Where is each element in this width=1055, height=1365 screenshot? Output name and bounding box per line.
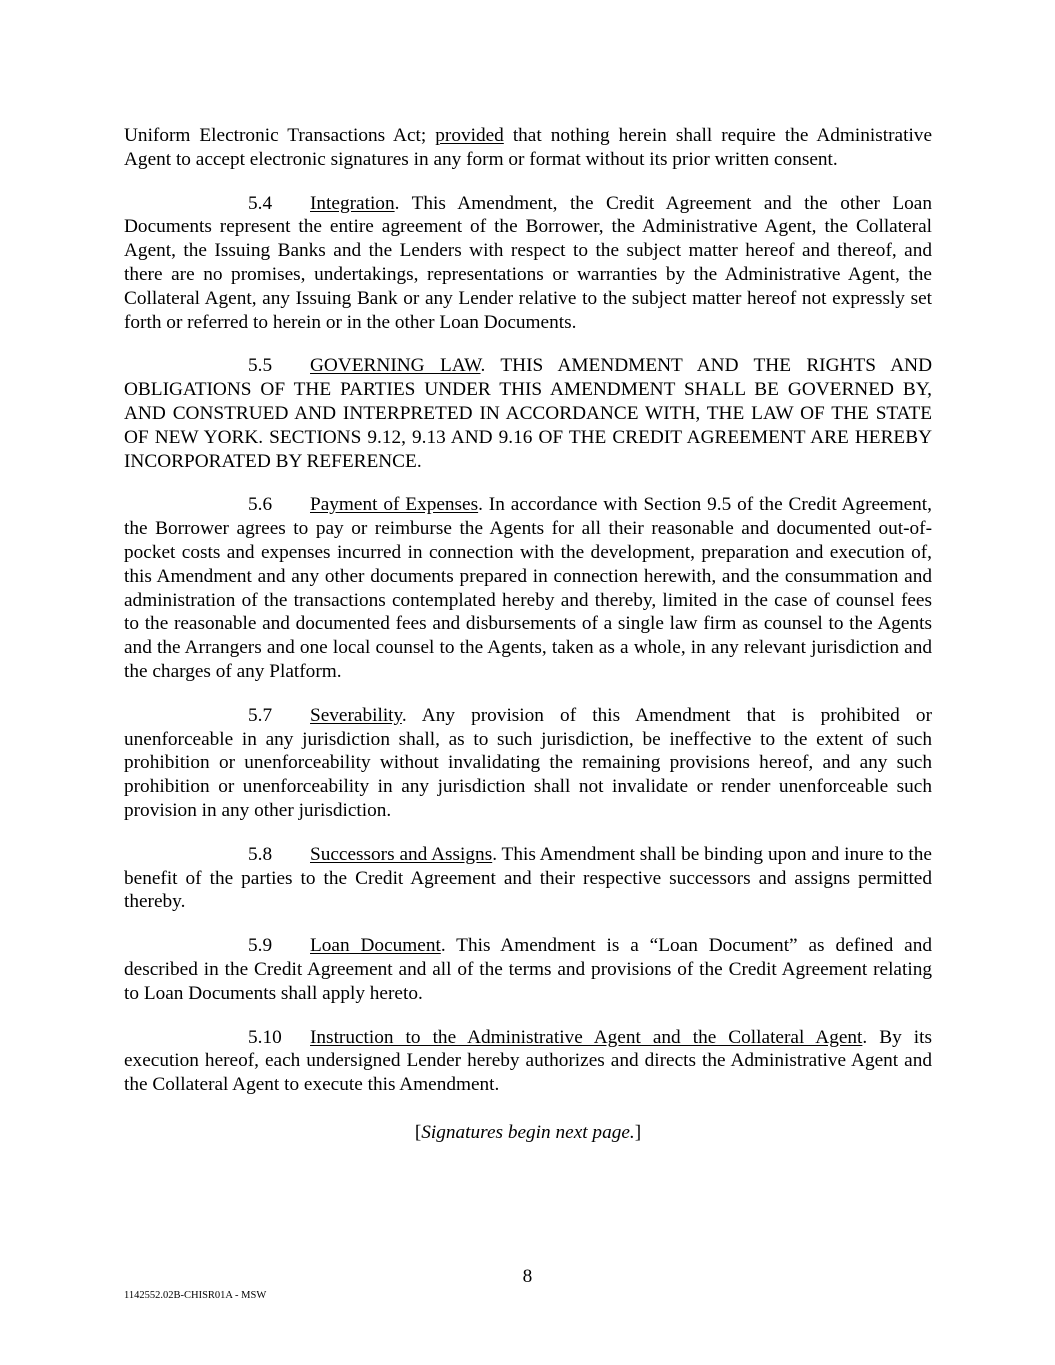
section-number: 5.4 <box>248 192 273 214</box>
section-body: . In accordance with Section 9.5 of the Credit Agreement, the Borrower agrees to pay or reimburse the Agents for all their reasonable and documented out-of-pocket costs and expenses incurred in connection with the development, preparation and execution of, this Amendment and any other documents prepared in connection herewith, and the consummation and administration of the transactions contemplated hereby and thereby, limited in the case of counsel fees to the reasonable and documented fees and disbursements of a single law firm as counsel to the Agents and the Arrangers and one local counsel to the Agents, taken as a whole, in any relevant jurisdiction and the charges of any Platform. <box>124 494 932 682</box>
section-body: . THIS AMENDMENT AND THE RIGHTS AND OBLIGATIONS OF THE PARTIES UNDER THIS AMENDMENT SHALL BE GOVERNED BY, AND CONSTRUED AND INTERPRETED IN ACCORDANCE WITH, THE LAW OF THE STATE OF NEW YORK. SECTIONS 9.12, 9.13 AND 9.16 OF THE CREDIT AGREEMENT ARE HEREBY INCORPORATED BY REFERENCE. <box>124 355 933 472</box>
section-number: 5.8 <box>248 843 273 865</box>
section-5-10 <box>124 1026 932 1097</box>
section-5-9 <box>124 934 932 1005</box>
section-5-4 <box>124 192 932 335</box>
section-body: . This Amendment is a “Loan Document” as defined and described in the Credit Agreement and all of the terms and provisions of the Credit Agreement relating to Loan Documents shall apply hereto. <box>124 935 932 1004</box>
section-5-7 <box>124 704 932 823</box>
continued-underlined-term: provided <box>435 125 504 146</box>
section-heading: Severability <box>310 704 402 726</box>
section-5-8 <box>124 843 932 914</box>
document-page <box>124 124 932 1145</box>
section-number: 5.9 <box>248 935 273 957</box>
section-heading: GOVERNING LAW <box>310 355 481 377</box>
section-body: . This Amendment, the Credit Agreement and the other Loan Documents represent the entire agreement of the Borrower, the Administrative Agent, the Collateral Agent, the Issuing Banks and the Lenders with respect to the subject matter hereof and thereof, and there are no promises, undertakings, representations or warranties by the Administrative Agent, the Collateral Agent, any Issuing Bank or any Lender relative to the subject matter hereof not expressly set forth or referred to herein or in the other Loan Documents. <box>124 192 932 333</box>
section-heading: Loan Document <box>310 935 441 957</box>
document-id: 1142552.02B-CHISR01A - MSW <box>124 1290 267 1301</box>
continued-paragraph <box>124 124 932 172</box>
section-body: . Any provision of this Amendment that is prohibited or unenforceable in any jurisdiction shall, as to such jurisdiction, be ineffective to the extent of such prohibition or unenforceability without invalidating the remaining provisions hereof, and any such prohibition or unenforceability in any jurisdiction shall not invalidate or render unenforceable such provision in any other jurisdiction. <box>124 704 932 821</box>
page-number: 8 <box>522 1266 533 1287</box>
continued-text-after: that nothing herein shall require the Administrative Agent to accept electronic signatures in any form or format without its prior written consent. <box>124 125 933 170</box>
section-number: 5.10 <box>248 1026 282 1048</box>
section-body: . By its execution hereof, each undersigned Lender hereby authorizes and directs the Administrative Agent and the Collateral Agent to execute this Amendment. <box>124 1026 932 1096</box>
section-heading: Integration <box>310 192 395 214</box>
continued-text-before: Uniform Electronic Transactions Act; <box>124 125 436 146</box>
section-5-5 <box>124 354 932 473</box>
section-number: 5.5 <box>248 355 273 377</box>
section-heading: Instruction to the Administrative Agent and the Collateral Agent <box>310 1026 863 1048</box>
signature-note-close: ] <box>634 1121 642 1143</box>
signature-note-text: Signatures begin next page. <box>421 1121 635 1143</box>
section-number: 5.7 <box>248 704 273 726</box>
signature-note-open: [ <box>414 1121 422 1143</box>
section-5-6 <box>124 493 932 683</box>
section-number: 5.6 <box>248 494 273 516</box>
section-body: . This Amendment shall be binding upon and inure to the benefit of the parties to the Credit Agreement and their respective successors and assigns permitted thereby. <box>124 843 932 913</box>
section-heading: Payment of Expenses <box>310 494 479 516</box>
section-heading: Successors and Assigns <box>310 843 493 865</box>
signature-note <box>124 1121 932 1145</box>
